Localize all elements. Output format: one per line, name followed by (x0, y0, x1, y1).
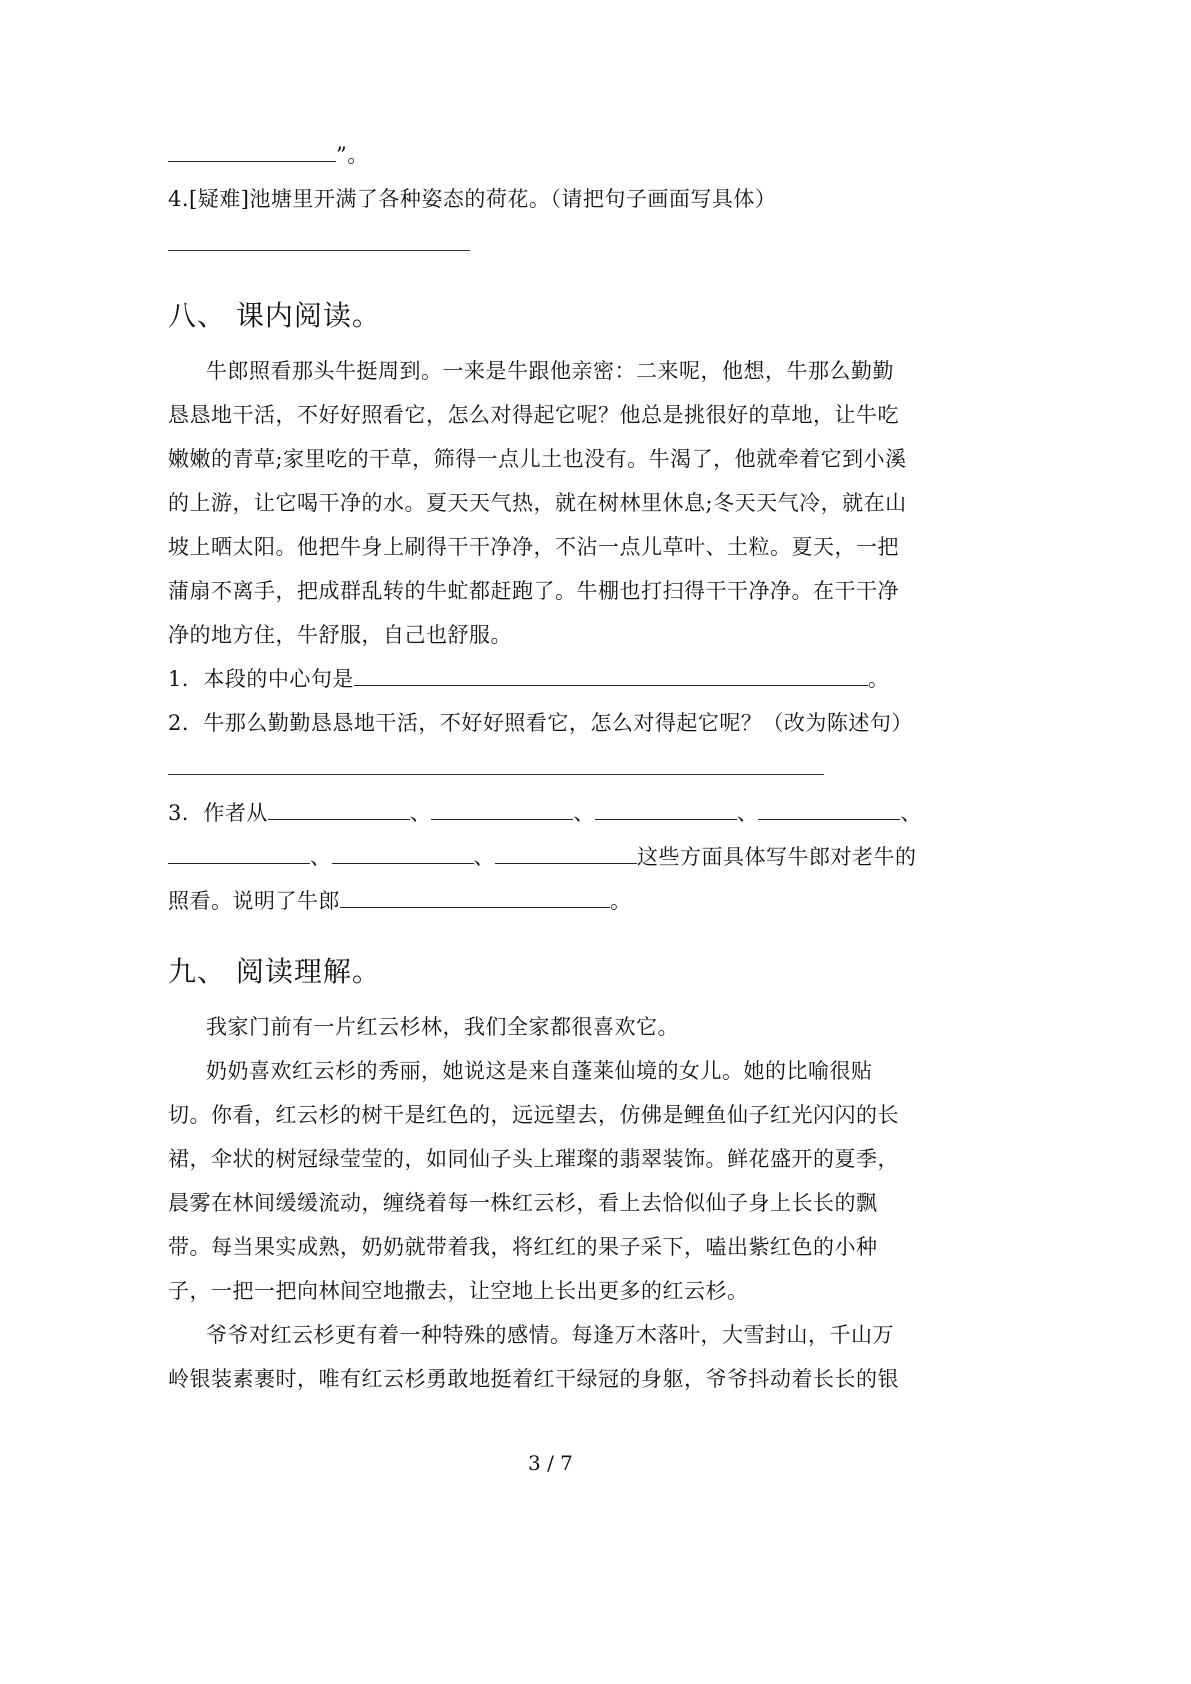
passage-line: 爷爷对红云杉更有着一种特殊的感情。每逢万木落叶，大雪封山，千山万 (206, 1323, 894, 1347)
question-1: 1．本段的中心句是 。 (168, 667, 890, 691)
answer-blank[interactable] (495, 843, 637, 864)
passage-line: 我家门前有一片红云杉林，我们全家都很喜欢它。 (206, 1015, 679, 1039)
section-heading-8: 八、 课内阅读。 (168, 299, 381, 332)
answer-blank[interactable] (332, 843, 474, 864)
answer-blank[interactable] (168, 141, 336, 162)
page-number: 3 / 7 (528, 1451, 573, 1475)
passage-line: 的上游，让它喝干净的水。夏天天气热，就在树林里休息;冬天天气冷，就在山 (168, 491, 907, 515)
answer-blank[interactable] (431, 799, 573, 820)
passage-line: 裙，伞状的树冠绿莹莹的，如同仙子头上璀璨的翡翠装饰。鲜花盛开的夏季， (168, 1147, 899, 1171)
passage-line: 恳恳地干活，不好好照看它，怎么对得起它呢？他总是挑很好的草地，让牛吃 (168, 403, 899, 427)
answer-line-end: ”。 (168, 140, 369, 170)
passage-line: 净的地方住，牛舒服，自己也舒服。 (168, 623, 512, 647)
section-heading-9: 九、 阅读理解。 (168, 955, 381, 988)
passage-line: 子，一把一把向林间空地撒去，让空地上长出更多的红云杉。 (168, 1279, 749, 1303)
answer-blank[interactable] (168, 843, 310, 864)
passage-line: 奶奶喜欢红云杉的秀丽，她说这是来自蓬莱仙境的女儿。她的比喻很贴 (206, 1059, 873, 1083)
question-4: 4.[疑难]池塘里开满了各种姿态的荷花。（请把句子画面写具体） (168, 187, 777, 211)
question-3: 3．作者从 、 、 、 、 (168, 801, 922, 825)
answer-blank[interactable] (758, 799, 900, 820)
passage-line: 切。你看，红云杉的树干是红色的，远远望去，仿佛是鲤鱼仙子红光闪闪的长 (168, 1103, 899, 1127)
answer-blank[interactable] (268, 799, 410, 820)
passage-line: 岭银装素裹时，唯有红云杉勇敢地挺着红干绿冠的身躯，爷爷抖动着长长的银 (168, 1367, 899, 1391)
passage-line: 牛郎照看那头牛挺周到。一来是牛跟他亲密：二来呢，他想，牛那么勤勤 (206, 359, 894, 383)
answer-blank[interactable] (168, 250, 470, 251)
answer-blank[interactable] (168, 774, 824, 775)
passage-line: 带。每当果实成熟，奶奶就带着我，将红红的果子采下，嗑出紫红色的小种 (168, 1235, 878, 1259)
answer-blank[interactable] (595, 799, 737, 820)
passage-line: 蒲扇不离手，把成群乱转的牛虻都赶跑了。牛棚也打扫得干干净净。在干干净 (168, 579, 899, 603)
question-3-line-3: 照看。说明了牛郎 。 (168, 889, 632, 913)
answer-blank[interactable] (354, 665, 868, 686)
passage-line: 嫩嫩的青草;家里吃的干草，筛得一点儿土也没有。牛渴了，他就牵着它到小溪 (168, 447, 907, 471)
passage-line: 坡上晒太阳。他把牛身上刷得干干净净，不沾一点儿草叶、土粒。夏天，一把 (168, 535, 899, 559)
answer-blank[interactable] (340, 887, 610, 908)
question-3-line-2: 、 、 这些方面具体写牛郎对老牛的 (168, 842, 917, 872)
passage-line: 晨雾在林间缓缓流动，缠绕着每一株红云杉，看上去恰似仙子身上长长的飘 (168, 1191, 878, 1215)
question-2: 2．牛那么勤勤恳恳地干活，不好好照看它，怎么对得起它呢？（改为陈述句） (168, 711, 913, 735)
